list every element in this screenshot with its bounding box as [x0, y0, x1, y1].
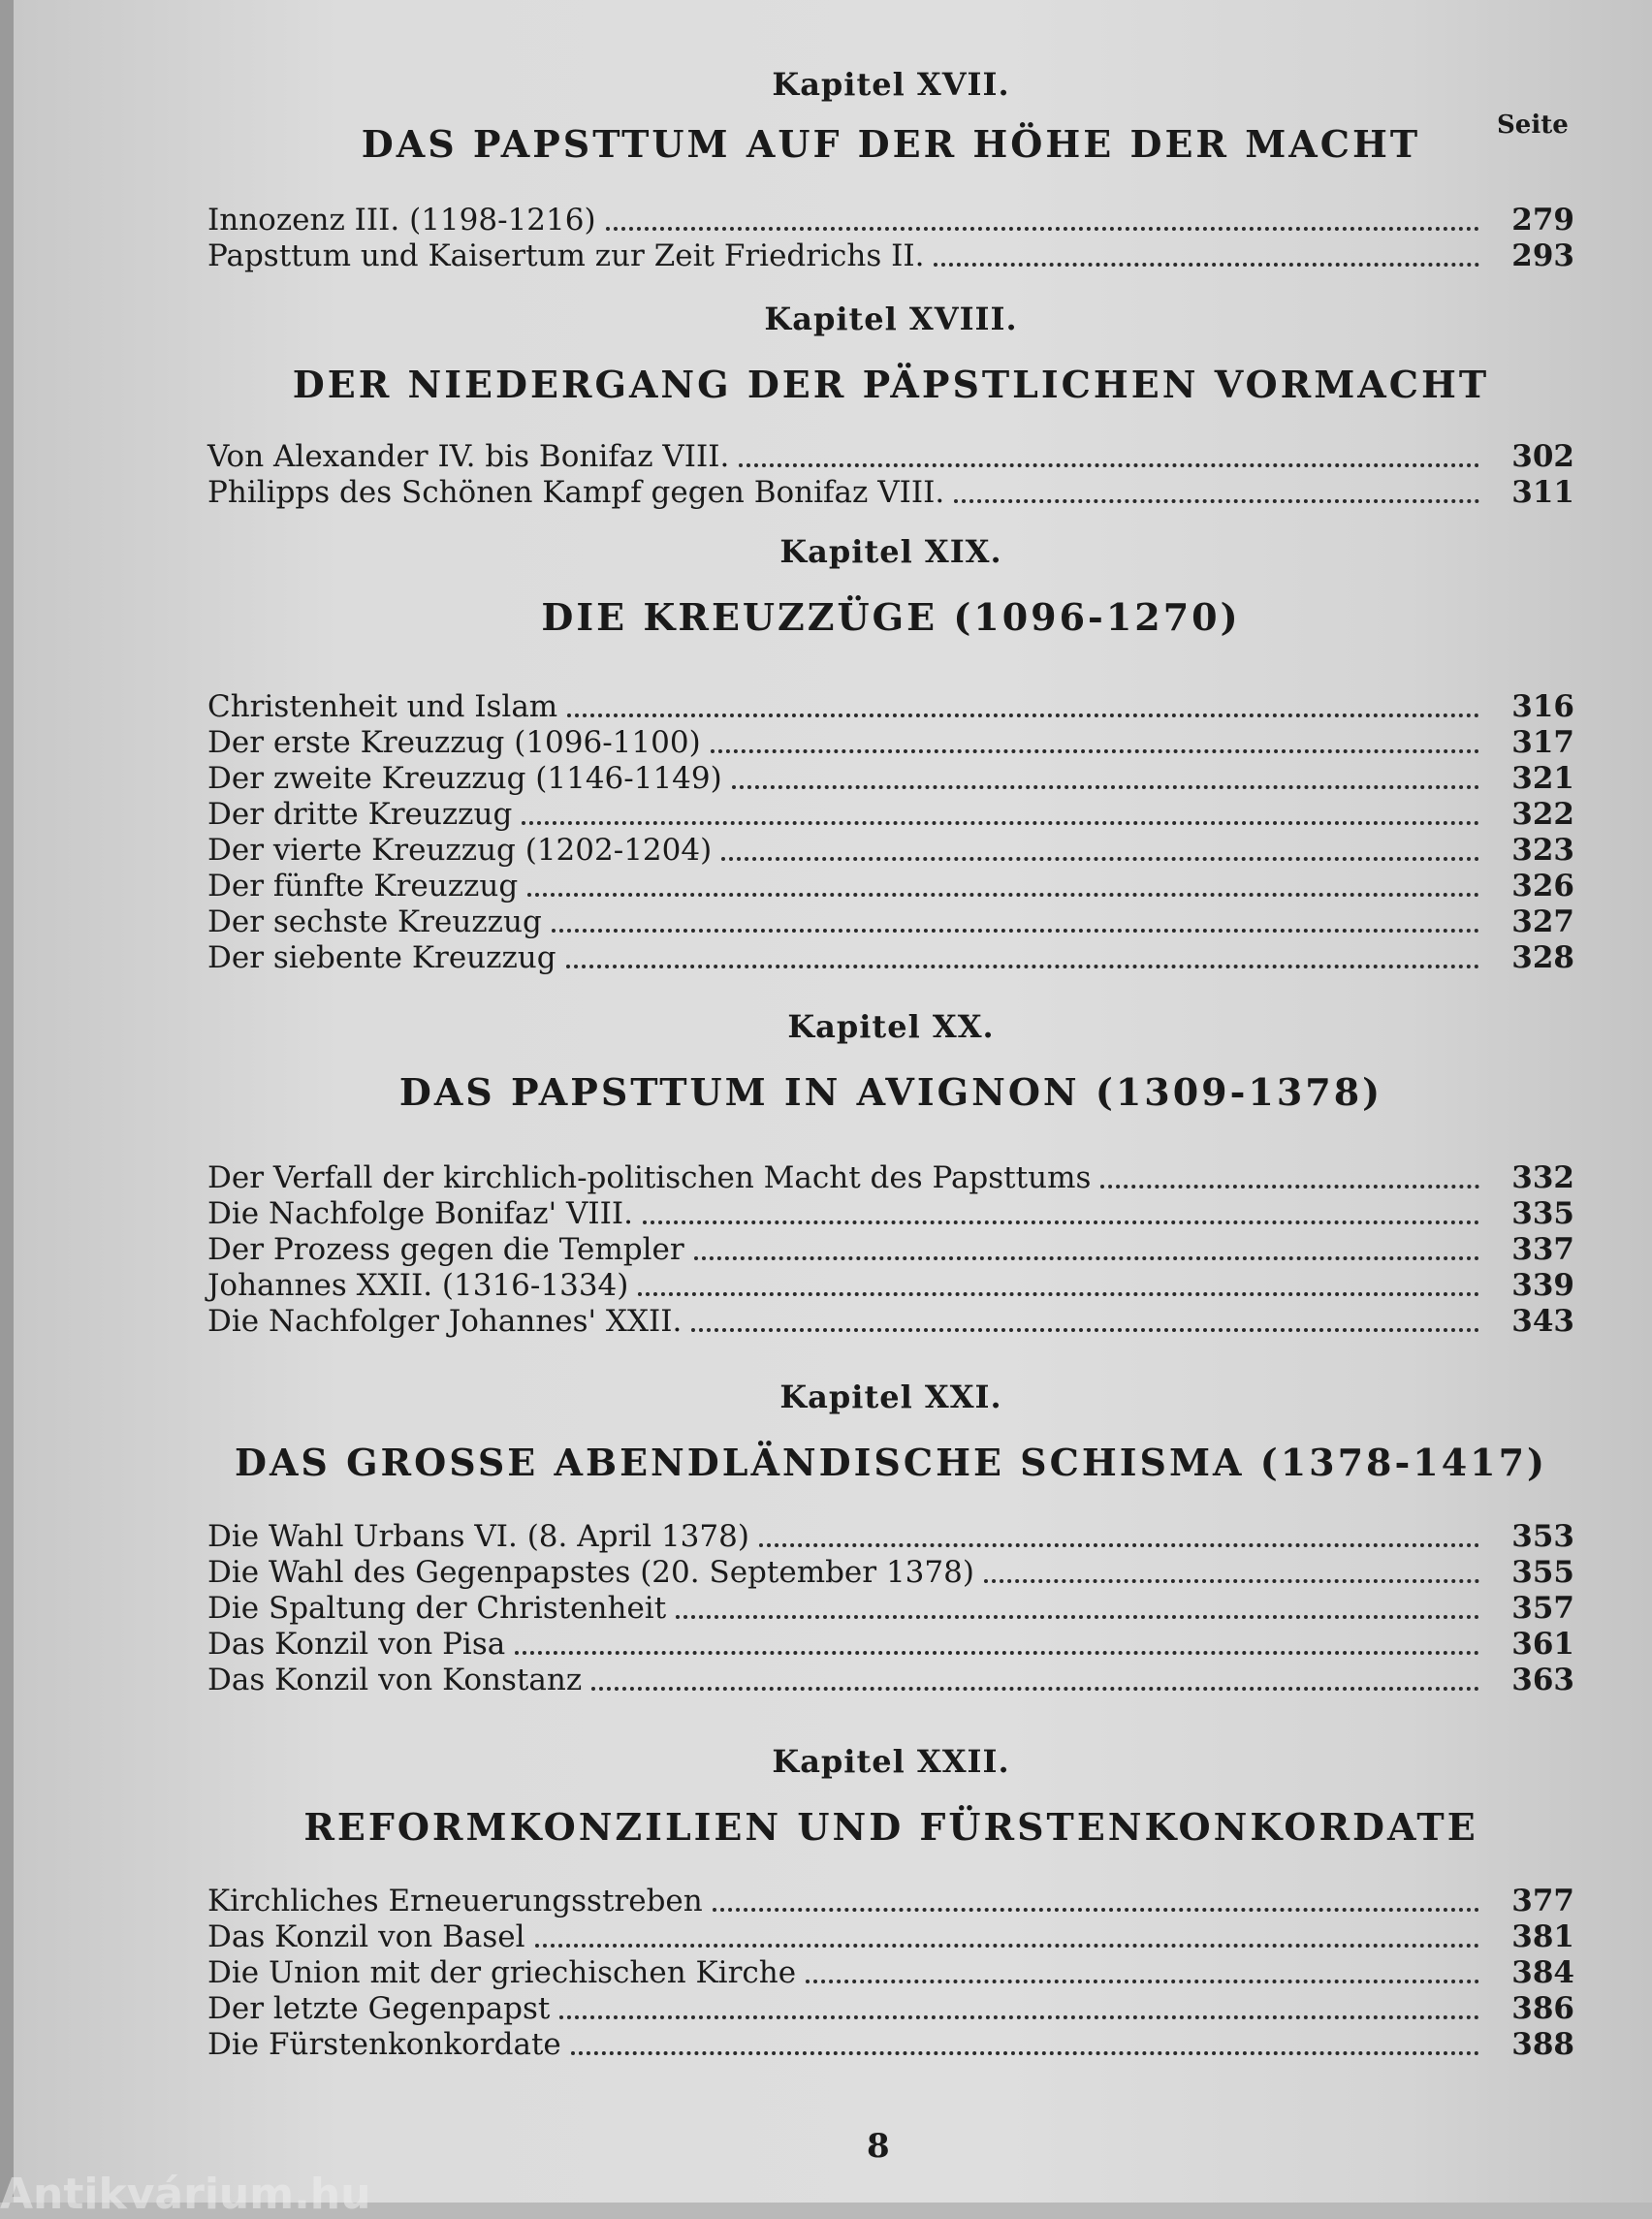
chapter-title: REFORMKONZILIEN UND FÜRSTENKONKORDATE — [303, 1805, 1478, 1849]
leader-dots — [721, 857, 1479, 861]
toc-entry — [207, 725, 1574, 761]
watermark: Antikvárium.hu — [0, 2170, 371, 2219]
chapter-22 — [207, 1743, 1574, 2063]
entry-page: 388 — [1511, 2027, 1574, 2062]
entry-text: Der sechste Kreuzzug — [207, 904, 542, 939]
chapter-21 — [207, 1379, 1574, 1698]
leader-dots — [638, 1292, 1479, 1296]
entry-text: Kirchliches Erneuerungsstreben — [207, 1884, 703, 1918]
chapter-label: Kapitel XXII. — [772, 1743, 1010, 1780]
entry-page: 326 — [1511, 869, 1574, 903]
leader-dots — [567, 713, 1479, 717]
chapter-17 — [207, 66, 1574, 274]
leader-dots — [694, 1256, 1479, 1260]
toc-entry — [207, 1196, 1574, 1232]
leader-dots — [984, 1579, 1479, 1583]
entry-text: Das Konzil von Basel — [207, 1919, 525, 1954]
entry-page: 361 — [1511, 1627, 1574, 1662]
entry-text: Der fünfte Kreuzzug — [207, 869, 519, 903]
entry-page: 384 — [1511, 1955, 1574, 1990]
entry-text: Der erste Kreuzzug (1096-1100) — [207, 725, 701, 760]
entry-page: 355 — [1511, 1555, 1574, 1590]
entry-page: 316 — [1511, 689, 1574, 724]
toc-entry — [207, 1160, 1574, 1196]
leader-dots — [643, 1220, 1479, 1224]
entry-text: Die Union mit der griechischen Kirche — [207, 1955, 797, 1990]
leader-dots — [1100, 1185, 1479, 1189]
chapter-title: DAS GROSSE ABENDLÄNDISCHE SCHISMA (1378-1417) — [234, 1441, 1548, 1484]
entry-text: Der letzte Gegenpapst — [207, 1991, 551, 2026]
entry-page: 302 — [1511, 439, 1574, 474]
entry-page: 337 — [1511, 1232, 1574, 1267]
entry-page: 311 — [1511, 475, 1574, 510]
seite-header: Seite — [1497, 111, 1569, 140]
toc-entry — [207, 1232, 1574, 1268]
toc-entry — [207, 439, 1574, 475]
toc-entry — [207, 904, 1574, 940]
entry-text: Johannes XXII. (1316-1334) — [207, 1268, 629, 1303]
leader-dots — [739, 463, 1479, 467]
entry-page: 386 — [1511, 1991, 1574, 2026]
leader-dots — [806, 1980, 1479, 1983]
entry-text: Christenheit und Islam — [207, 689, 558, 724]
entry-page: 381 — [1511, 1919, 1574, 1954]
entry-page: 363 — [1511, 1663, 1574, 1697]
entry-page: 335 — [1511, 1196, 1574, 1231]
toc-entry — [207, 1955, 1574, 1991]
entry-text: Der zweite Kreuzzug (1146-1149) — [207, 761, 722, 796]
toc-entry — [207, 869, 1574, 904]
entry-page: 357 — [1511, 1591, 1574, 1626]
leader-dots — [606, 227, 1479, 231]
entry-text: Die Wahl Urbans VI. (8. April 1378) — [207, 1519, 749, 1554]
chapter-title: DIE KREUZZÜGE (1096-1270) — [541, 595, 1241, 639]
entry-text: Der dritte Kreuzzug — [207, 797, 513, 832]
leader-dots — [954, 499, 1479, 503]
chapter-18 — [207, 301, 1574, 511]
leader-dots — [535, 1944, 1480, 1948]
toc-entry — [207, 1591, 1574, 1627]
leader-dots — [934, 263, 1479, 267]
toc-entry — [207, 1627, 1574, 1663]
chapter-title: DAS PAPSTTUM IN AVIGNON (1309-1378) — [398, 1070, 1383, 1114]
toc-entry — [207, 1268, 1574, 1304]
entry-page: 343 — [1511, 1304, 1574, 1339]
chapter-20 — [207, 1008, 1574, 1340]
leader-dots — [713, 1908, 1479, 1912]
toc-entry — [207, 1555, 1574, 1591]
entry-page: 321 — [1511, 761, 1574, 796]
toc-entry — [207, 833, 1574, 869]
chapter-label: Kapitel XIX. — [779, 533, 1002, 570]
entry-text: Papsttum und Kaisertum zur Zeit Friedrichs II. — [207, 238, 925, 273]
entry-page: 332 — [1511, 1160, 1574, 1195]
toc-entry — [207, 1663, 1574, 1698]
toc-entry — [207, 203, 1574, 238]
toc-entry — [207, 1304, 1574, 1340]
toc-entry — [207, 1919, 1574, 1955]
entry-text: Von Alexander IV. bis Bonifaz VIII. — [207, 439, 730, 474]
leader-dots — [566, 965, 1479, 968]
entry-page: 377 — [1511, 1884, 1574, 1918]
page-edge — [0, 0, 14, 2203]
leader-dots — [571, 2051, 1479, 2055]
entry-page: 353 — [1511, 1519, 1574, 1554]
entry-text: Die Nachfolger Johannes' XXII. — [207, 1304, 683, 1339]
toc-entry — [207, 940, 1574, 976]
entry-text: Der Verfall der kirchlich-politischen Macht des Papsttums — [207, 1160, 1092, 1195]
toc-entry — [207, 1884, 1574, 1919]
toc-entry — [207, 797, 1574, 833]
toc-entry — [207, 1991, 1574, 2027]
leader-dots — [591, 1687, 1479, 1691]
entry-text: Der Prozess gegen die Templer — [207, 1232, 684, 1267]
book-page — [14, 0, 1652, 2203]
leader-dots — [559, 2015, 1479, 2019]
leader-dots — [691, 1328, 1479, 1332]
leader-dots — [515, 1651, 1479, 1655]
toc-entry — [207, 475, 1574, 511]
entry-text: Der vierte Kreuzzug (1202-1204) — [207, 833, 713, 868]
entry-text: Die Nachfolge Bonifaz' VIII. — [207, 1196, 633, 1231]
entry-page: 317 — [1511, 725, 1574, 760]
entry-page: 279 — [1511, 203, 1574, 238]
chapter-label: Kapitel XXI. — [779, 1379, 1002, 1415]
entry-text: Die Wahl des Gegenpapstes (20. September 1378) — [207, 1555, 974, 1590]
entry-page: 328 — [1511, 940, 1574, 975]
entry-text: Der siebente Kreuzzug — [207, 940, 556, 975]
page-number: 8 — [867, 2127, 890, 2166]
chapter-label: Kapitel XVIII. — [764, 301, 1018, 337]
chapter-label: Kapitel XVII. — [772, 66, 1010, 103]
entry-page: 323 — [1511, 833, 1574, 868]
leader-dots — [527, 893, 1479, 897]
entry-text: Die Spaltung der Christenheit — [207, 1591, 667, 1626]
entry-text: Philipps des Schönen Kampf gegen Bonifaz VIII. — [207, 475, 945, 510]
leader-dots — [711, 749, 1479, 753]
entry-page: 327 — [1511, 904, 1574, 939]
leader-dots — [676, 1615, 1479, 1619]
entry-text: Das Konzil von Pisa — [207, 1627, 506, 1662]
leader-dots — [732, 785, 1479, 789]
toc-entry — [207, 689, 1574, 725]
toc-entry — [207, 761, 1574, 797]
toc-entry — [207, 238, 1574, 274]
leader-dots — [552, 929, 1479, 933]
entry-page: 293 — [1511, 238, 1574, 273]
chapter-title: DAS PAPSTTUM AUF DER HÖHE DER MACHT — [361, 122, 1421, 166]
toc-entry — [207, 2027, 1574, 2063]
leader-dots — [759, 1543, 1479, 1547]
entry-text: Das Konzil von Konstanz — [207, 1663, 583, 1697]
chapter-title: DER NIEDERGANG DER PÄPSTLICHEN VORMACHT — [292, 363, 1490, 406]
entry-page: 322 — [1511, 797, 1574, 832]
entry-text: Die Fürstenkonkordate — [207, 2027, 561, 2062]
entry-page: 339 — [1511, 1268, 1574, 1303]
chapter-label: Kapitel XX. — [787, 1008, 995, 1045]
entry-text: Innozenz III. (1198-1216) — [207, 203, 596, 238]
chapter-19 — [207, 533, 1574, 976]
leader-dots — [522, 821, 1479, 825]
toc-entry — [207, 1519, 1574, 1555]
